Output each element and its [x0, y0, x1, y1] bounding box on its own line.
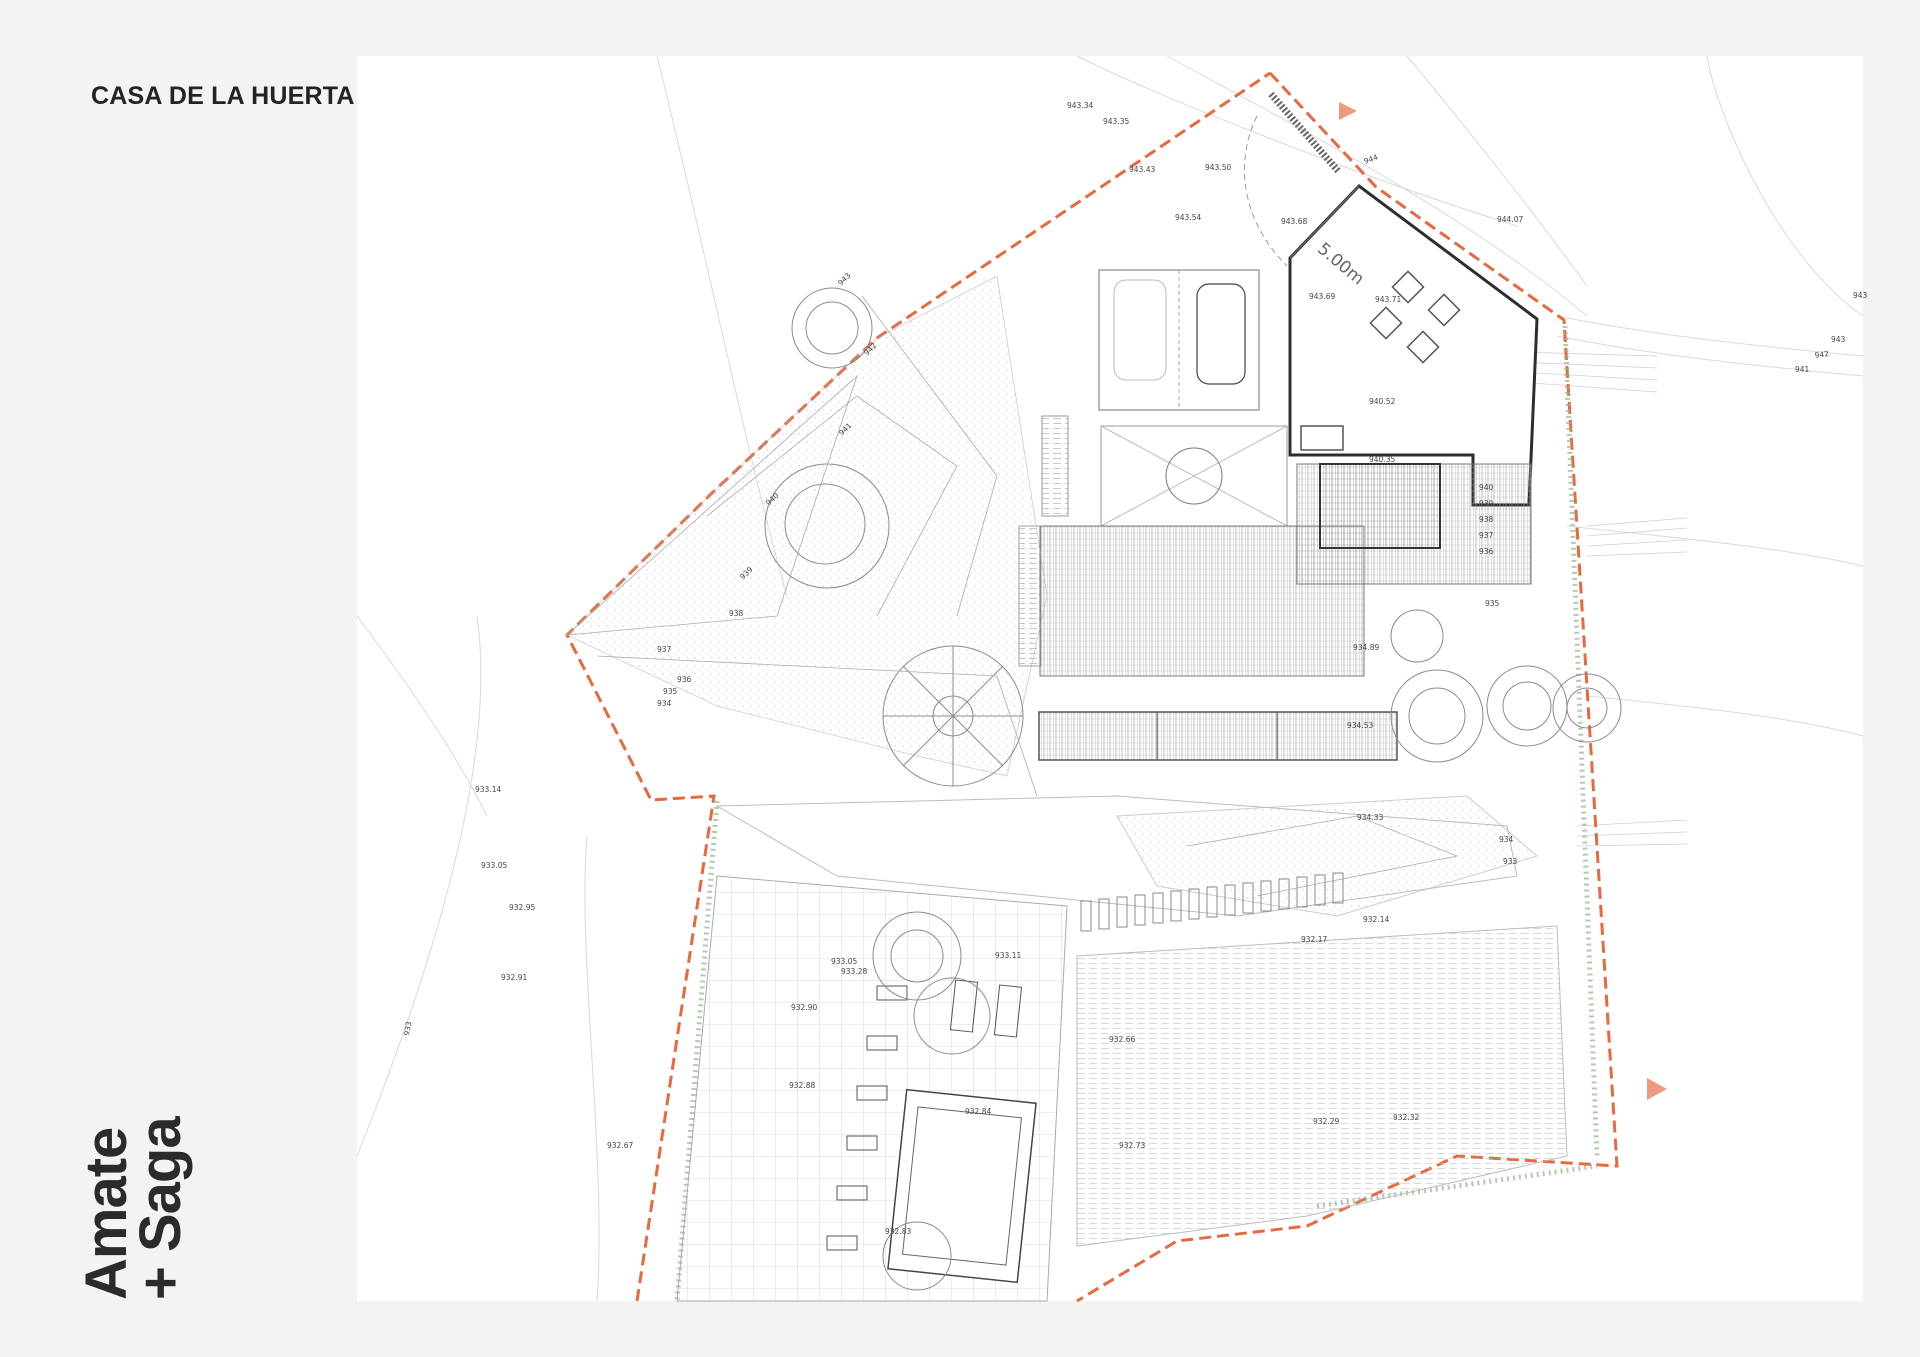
level-label: 933: [1503, 857, 1518, 866]
access-arrow-east: [1647, 1078, 1667, 1100]
level-label: 943.69: [1309, 292, 1336, 301]
level-label: 932.73: [1119, 1141, 1146, 1150]
brand-line-1: Amate: [74, 1127, 139, 1300]
level-label: 941: [1795, 365, 1810, 374]
level-label: 936: [677, 675, 692, 684]
level-label: 934: [1499, 835, 1514, 844]
level-label: 932.32: [1393, 1113, 1420, 1122]
access-ramp: [1271, 94, 1339, 172]
level-label: 932.14: [1363, 915, 1390, 924]
level-label: 934.89: [1353, 643, 1380, 652]
level-label: 937: [1479, 531, 1494, 540]
level-label: 934.53: [1347, 721, 1374, 730]
level-label: 933.05: [481, 861, 508, 870]
level-label: 943.71: [1375, 295, 1402, 304]
brand-line-2: + Saga: [128, 1117, 193, 1300]
level-label: 935: [663, 687, 678, 696]
level-label: 933: [402, 1020, 414, 1037]
terrace-lines: [1517, 352, 1687, 846]
brand-logo: [74, 1117, 193, 1300]
level-label: 939: [738, 564, 755, 582]
level-label: 934: [657, 699, 672, 708]
level-label: 932.83: [885, 1227, 912, 1236]
level-label: 943.54: [1175, 213, 1202, 222]
level-label: 943.50: [1205, 163, 1232, 172]
level-label: 938: [1479, 515, 1494, 524]
level-label: 941: [837, 420, 854, 438]
level-label: 932.66: [1109, 1035, 1136, 1044]
level-label: 943.43: [1129, 165, 1156, 174]
level-label: 944: [1362, 152, 1380, 166]
level-label: 932.17: [1301, 935, 1328, 944]
level-label: 935: [1485, 599, 1500, 608]
level-label: 932.29: [1313, 1117, 1340, 1126]
level-label: 939: [1479, 499, 1494, 508]
level-label: 932.90: [791, 1003, 818, 1012]
level-label: 936: [1479, 547, 1494, 556]
level-label: 932.91: [501, 973, 528, 982]
level-label: 933.05: [831, 957, 858, 966]
level-label: 933.11: [995, 951, 1022, 960]
level-label: 943: [836, 270, 853, 288]
site-plan-drawing: [357, 56, 1868, 1301]
level-label: 932.84: [965, 1107, 992, 1116]
level-label: 934.33: [1357, 813, 1384, 822]
level-label: 943: [1831, 335, 1846, 344]
porch: [1039, 712, 1397, 760]
level-label: 943.34: [1067, 101, 1094, 110]
level-label: 933.14: [475, 785, 502, 794]
level-label: 937: [657, 645, 672, 654]
level-label: 932.88: [789, 1081, 816, 1090]
project-info-panel: [91, 82, 628, 133]
house-pentagon: [1290, 186, 1537, 505]
level-label: 932.95: [509, 903, 536, 912]
level-label: 932.67: [607, 1141, 634, 1150]
level-label: 933.28: [841, 967, 868, 976]
level-label: 943: [1853, 291, 1868, 300]
level-label: 942: [1814, 349, 1830, 360]
level-label: 940: [1479, 483, 1494, 492]
dimension-label: 5.00m: [1313, 239, 1368, 290]
level-label: 940.52: [1369, 397, 1396, 406]
level-label: 940: [764, 490, 781, 508]
level-label: 943.35: [1103, 117, 1130, 126]
site-plan: [357, 56, 1868, 1301]
level-label: 942: [862, 340, 879, 358]
level-label: 943.68: [1281, 217, 1308, 226]
page-title: CASA DE LA HUERTA: [91, 82, 355, 110]
level-label: 938: [729, 609, 744, 618]
level-label: 940.35: [1369, 455, 1396, 464]
level-label: 944.07: [1497, 215, 1524, 224]
access-arrow-top: [1339, 102, 1357, 120]
